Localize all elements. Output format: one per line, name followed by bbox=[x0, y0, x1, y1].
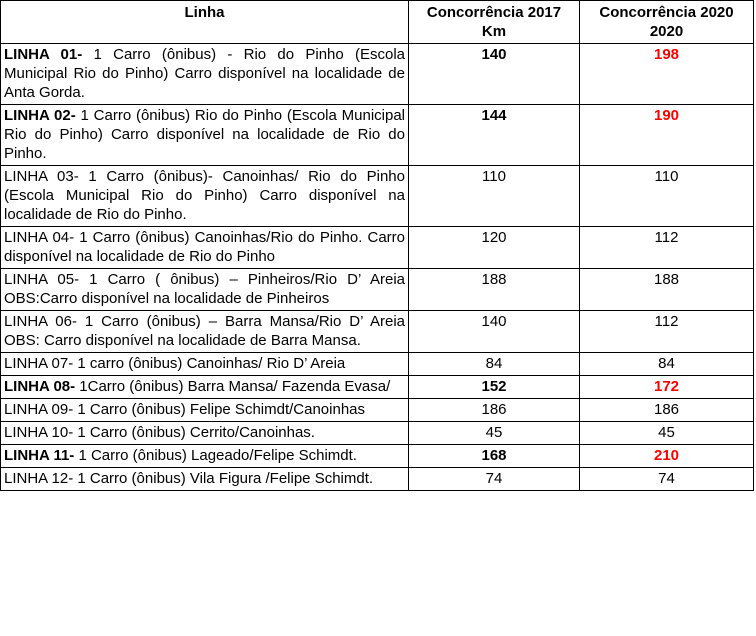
linha-description: LINHA 05- 1 Carro ( ônibus) – Pinheiros/Rio D’ Areia OBS:Carro disponível na localidade de Pinheiros bbox=[4, 271, 405, 307]
header-2017-line1: Concorrência 2017 bbox=[426, 4, 562, 21]
table-row bbox=[1, 166, 754, 227]
header-row bbox=[1, 1, 754, 44]
cell-linha bbox=[1, 44, 409, 105]
linha-prefix: LINHA 01- bbox=[4, 46, 83, 63]
cell-linha bbox=[1, 399, 409, 422]
header-2017-line2: Km bbox=[481, 23, 507, 40]
linha-description: LINHA 03- 1 Carro (ônibus)- Canoinhas/ Rio do Pinho (Escola Municipal Rio do Pinho) Carro disponível na localidade de Rio do Pinho. bbox=[4, 168, 405, 223]
cell-linha bbox=[1, 422, 409, 445]
header-linha bbox=[1, 1, 409, 44]
header-2020-line2: 2020 bbox=[649, 23, 684, 40]
header-linha-label: Linha bbox=[184, 4, 225, 21]
cell-km-2017: 45 bbox=[409, 422, 580, 445]
table-row bbox=[1, 445, 754, 468]
cell-km-2017: 110 bbox=[409, 166, 580, 227]
linha-description: LINHA 04- 1 Carro (ônibus) Canoinhas/Rio do Pinho. Carro disponível na localidade de Rio do Pinho bbox=[4, 229, 405, 265]
linha-description: 1 Carro (ônibus) - Rio do Pinho (Escola Municipal Rio do Pinho) Carro disponível na localidade de Anta Gorda. bbox=[4, 46, 406, 101]
cell-linha bbox=[1, 468, 409, 491]
cell-km-2020: 110 bbox=[580, 166, 754, 227]
cell-linha bbox=[1, 376, 409, 399]
table-body bbox=[1, 44, 754, 491]
linha-description: 1Carro (ônibus) Barra Mansa/ Fazenda Evasa/ bbox=[75, 378, 391, 395]
cell-linha bbox=[1, 227, 409, 269]
linha-description: LINHA 09- 1 Carro (ônibus) Felipe Schimdt/Canoinhas bbox=[4, 401, 366, 418]
cell-km-2020: 188 bbox=[580, 269, 754, 311]
table-row bbox=[1, 422, 754, 445]
cell-linha bbox=[1, 311, 409, 353]
cell-km-2020: 210 bbox=[580, 445, 754, 468]
cell-linha bbox=[1, 445, 409, 468]
header-concorrencia-2017 bbox=[409, 1, 580, 44]
cell-km-2020: 45 bbox=[580, 422, 754, 445]
cell-km-2017: 152 bbox=[409, 376, 580, 399]
linha-prefix: LINHA 08- bbox=[4, 378, 76, 395]
table-row bbox=[1, 399, 754, 422]
linha-description: 1 Carro (ônibus) Lageado/Felipe Schimdt. bbox=[74, 447, 357, 464]
cell-km-2017: 120 bbox=[409, 227, 580, 269]
table-row bbox=[1, 311, 754, 353]
cell-linha bbox=[1, 105, 409, 166]
cell-km-2017: 188 bbox=[409, 269, 580, 311]
header-concorrencia-2020 bbox=[580, 1, 754, 44]
cell-km-2017: 140 bbox=[409, 44, 580, 105]
cell-km-2020: 84 bbox=[580, 353, 754, 376]
table-row bbox=[1, 269, 754, 311]
cell-linha bbox=[1, 269, 409, 311]
linha-description: LINHA 10- 1 Carro (ônibus) Cerrito/Canoinhas. bbox=[4, 424, 315, 441]
linha-prefix: LINHA 11- bbox=[4, 447, 75, 464]
cell-km-2017: 186 bbox=[409, 399, 580, 422]
linha-description: LINHA 07- 1 carro (ônibus) Canoinhas/ Rio D’ Areia bbox=[4, 355, 346, 372]
table-row bbox=[1, 105, 754, 166]
cell-km-2020: 74 bbox=[580, 468, 754, 491]
cell-km-2020: 112 bbox=[580, 227, 754, 269]
table-row bbox=[1, 376, 754, 399]
cell-km-2020: 190 bbox=[580, 105, 754, 166]
cell-km-2020: 112 bbox=[580, 311, 754, 353]
cell-km-2017: 74 bbox=[409, 468, 580, 491]
cell-km-2017: 140 bbox=[409, 311, 580, 353]
table-row bbox=[1, 227, 754, 269]
cell-linha bbox=[1, 166, 409, 227]
cell-km-2017: 144 bbox=[409, 105, 580, 166]
table-row bbox=[1, 468, 754, 491]
linha-description: LINHA 06- 1 Carro (ônibus) – Barra Mansa/Rio D’ Areia OBS: Carro disponível na localidade de Barra Mansa. bbox=[4, 313, 405, 349]
table-row bbox=[1, 44, 754, 105]
cell-km-2020: 172 bbox=[580, 376, 754, 399]
cell-km-2017: 84 bbox=[409, 353, 580, 376]
linha-description: 1 Carro (ônibus) Rio do Pinho (Escola Municipal Rio do Pinho) Carro disponível na localidade de Rio do Pinho. bbox=[4, 107, 405, 162]
cell-km-2017: 168 bbox=[409, 445, 580, 468]
linha-prefix: LINHA 02- bbox=[4, 107, 76, 124]
linha-description: LINHA 12- 1 Carro (ônibus) Vila Figura /Felipe Schimdt. bbox=[4, 470, 374, 487]
header-2020-line1: Concorrência 2020 bbox=[599, 4, 734, 21]
table-row bbox=[1, 353, 754, 376]
cell-km-2020: 186 bbox=[580, 399, 754, 422]
cell-linha bbox=[1, 353, 409, 376]
cell-km-2020: 198 bbox=[580, 44, 754, 105]
